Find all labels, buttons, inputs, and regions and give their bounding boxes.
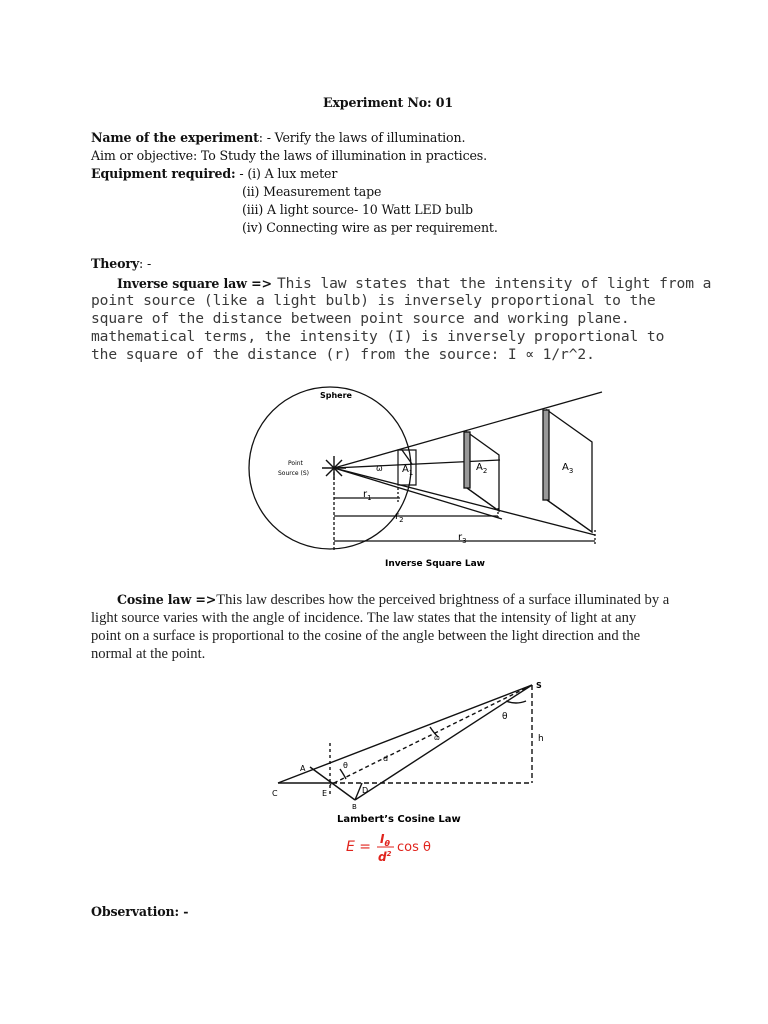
svg-text:cos θ: cos θ: [397, 840, 431, 855]
theory-suffix: : -: [139, 256, 152, 271]
theory-heading: [91, 256, 151, 271]
cosine-law-text: light source varies with the angle of incidence. The law states that the intensity of light at any: [91, 610, 637, 626]
figure2-caption: Lambert’s Cosine Law: [337, 814, 461, 825]
svg-text:E =: E =: [346, 839, 372, 855]
name-label: Name of the experiment: [91, 130, 259, 145]
d-label: d: [383, 754, 389, 763]
inverse-law-text: This law states that the intensity of light from a: [276, 275, 712, 292]
point-c-label: C: [272, 789, 278, 798]
point-d-label: D: [362, 786, 369, 795]
r2-label: $r_2$: [395, 511, 404, 524]
point-b-label: B: [352, 803, 357, 811]
a1-label: $A_1$: [402, 464, 414, 477]
aim-line: Aim or objective: To Study the laws of illumination in practices.: [91, 148, 487, 163]
r3-label: $r_3$: [458, 532, 467, 545]
page-title: Experiment No: 01: [323, 95, 453, 110]
height-label: h: [538, 734, 544, 744]
theory-label: Theory: [91, 256, 139, 271]
equipment-label: Equipment required:: [91, 166, 236, 181]
omega-label: ω: [434, 734, 440, 742]
equipment-item: - (i) A lux meter: [239, 166, 338, 181]
figure1-caption: Inverse Square Law: [385, 559, 485, 569]
experiment-name: [91, 130, 465, 145]
cosine-law-text: point on a surface is proportional to the cosine of the angle between the light direction and the: [91, 628, 641, 644]
svg-text:Iθ: $I_\theta$: [380, 832, 390, 848]
point-source-label: Point: [288, 460, 303, 467]
cosine-law-text: normal at the point.: [91, 646, 206, 662]
point-s-label: S: [536, 681, 542, 690]
inverse-law-first-line: [117, 273, 711, 292]
inverse-law-label: Inverse square law =>: [117, 276, 272, 291]
equipment-item: (iv) Connecting wire as per requirement.: [242, 220, 498, 235]
cosine-law-formula: [346, 832, 431, 864]
inverse-square-law-diagram: [240, 380, 610, 575]
point-source-label: Source (S): [278, 470, 310, 477]
point-source-icon: [322, 456, 346, 480]
point-e-label: E: [322, 789, 328, 798]
equipment-line: [91, 166, 337, 181]
cosine-law-text: This law describes how the perceived brightness of a surface illuminated by a: [216, 592, 670, 608]
inverse-law-text: the square of the distance (r) from the source: I ∝ 1/r^2.: [91, 346, 595, 363]
equipment-item: (ii) Measurement tape: [242, 184, 382, 199]
inverse-law-text: mathematical terms, the intensity (I) is inversely proportional to: [91, 328, 665, 345]
svg-text:d2: $d^2$: [378, 850, 392, 864]
r1-label: $r_1$: [363, 489, 372, 502]
a2-label: $A_2$: [476, 462, 488, 475]
omega-label: ω: [376, 464, 383, 473]
theta-label: θ: [343, 761, 348, 770]
cosine-law-diagram: [270, 675, 560, 870]
equipment-item: (iii) A light source- 10 Watt LED bulb: [242, 202, 473, 217]
theta-label: θ: [502, 712, 508, 722]
inverse-law-text: point source (like a light bulb) is inversely proportional to the: [91, 292, 656, 309]
sphere-label: Sphere: [320, 391, 352, 400]
a3-label: $A_3$: [562, 462, 574, 475]
observation-heading: Observation: -: [91, 904, 189, 919]
point-a-label: A: [300, 764, 306, 773]
cosine-law-first-line: [117, 592, 669, 609]
inverse-law-text: square of the distance between point source and working plane.: [91, 310, 630, 327]
name-value: : - Verify the laws of illumination.: [258, 130, 466, 145]
cosine-law-label: Cosine law =>: [117, 592, 217, 607]
